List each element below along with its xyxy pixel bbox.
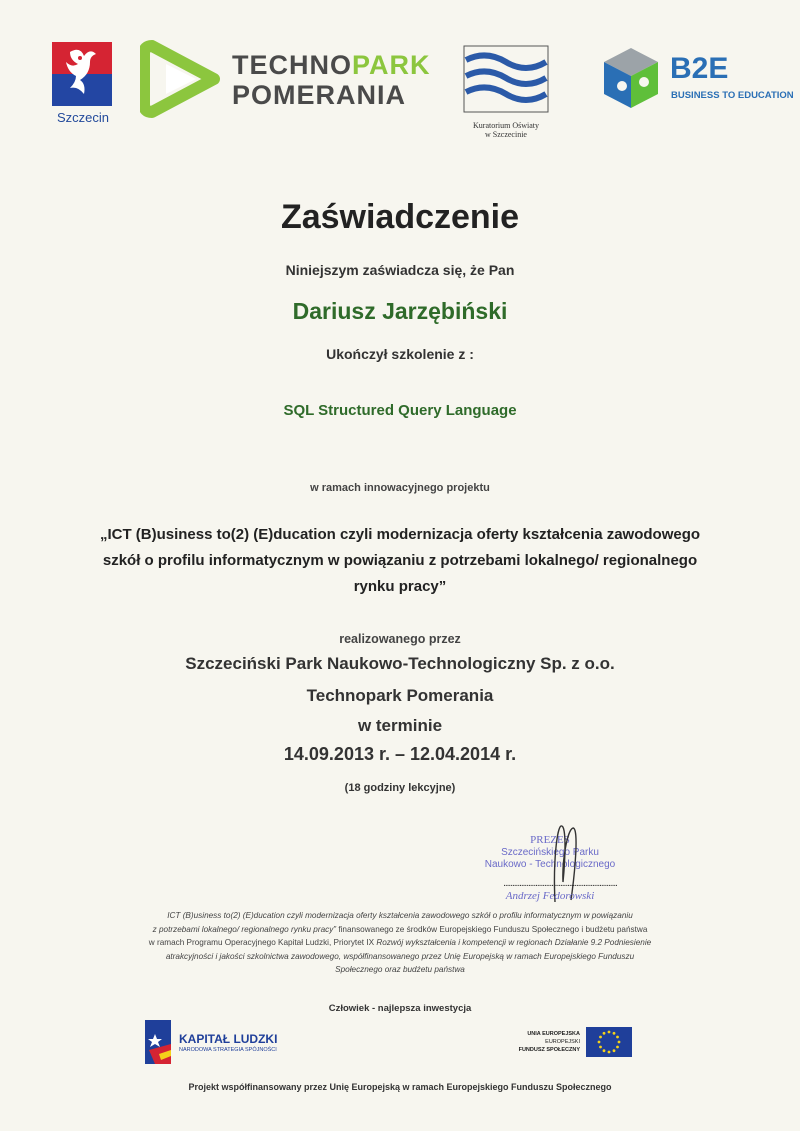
recipient-name: Dariusz Jarzębiński bbox=[292, 298, 508, 324]
kuratorium-logo bbox=[462, 44, 550, 149]
signatory-name: Andrzej Fedorowski bbox=[505, 890, 595, 902]
org-line2: Technopark Pomerania bbox=[306, 686, 494, 705]
eu-text bbox=[490, 1030, 580, 1054]
b2e-logo bbox=[600, 46, 800, 116]
eu-flag-icon bbox=[586, 1027, 632, 1057]
kapital-ludzki-title: KAPITAŁ LUDZKI bbox=[179, 1032, 278, 1046]
intro-text: Niniejszym zaświadcza się, że Pan bbox=[285, 262, 515, 278]
eu-text-line3: FUNDUSZ SPOŁECZNY bbox=[518, 1047, 580, 1053]
technopark-word-park: PARK bbox=[352, 50, 431, 80]
kapital-ludzki-subtitle: NARODOWA STRATEGIA SPÓJNOŚCI bbox=[179, 1047, 277, 1053]
realized-by: realizowanego przez bbox=[339, 632, 461, 646]
szczecin-caption: Szczecin bbox=[56, 110, 110, 125]
footnote-line1: ICT (B)usiness to(2) (E)ducation czyli modernizacja oferty kształcenia zawodowego szkół o profilu informatycznym w powiązaniu bbox=[167, 911, 633, 920]
course-name: SQL Structured Query Language bbox=[283, 402, 517, 419]
certificate-title: Zaświadczenie bbox=[280, 198, 520, 236]
org-line1: Szczeciński Park Naukowo-Technologiczny Sp. z o.o. bbox=[185, 654, 615, 673]
slogan: Człowiek - najlepsza inwestycja bbox=[328, 1003, 472, 1014]
kuratorium-caption-line1: Kuratorium Oświaty bbox=[473, 121, 539, 130]
szczecin-griffin-icon bbox=[52, 42, 112, 106]
completed-text: Ukończył szkolenie z : bbox=[326, 346, 474, 362]
project-title-line3: rynku pracy” bbox=[353, 578, 447, 595]
project-intro: w ramach innowacyjnego projektu bbox=[310, 482, 490, 494]
hours-text: (18 godziny lekcyjne) bbox=[344, 782, 456, 794]
footnote-line3: w ramach Programu Operacyjnego Kapitał Ludzki, Priorytet IX Rozwój wykształcenia i kompetencji w regionach Działanie 9.2 Podniesienie bbox=[148, 938, 652, 947]
cofinance-note: Projekt współfinansowany przez Unię Europejską w ramach Europejskiego Funduszu Społecznego bbox=[188, 1082, 612, 1092]
stamp-line2: Szczecińskiego Parku bbox=[501, 847, 599, 858]
eu-text-line2: EUROPEJSKI bbox=[545, 1039, 580, 1045]
kapital-ludzki-star-icon bbox=[145, 1020, 171, 1064]
b2e-cube-icon bbox=[600, 46, 662, 110]
footnote-line4: atrakcyjności i jakości szkolnictwa zawodowego, współfinansowanego przez Unię Europejską w ramach Europejskiego Funduszu bbox=[165, 951, 635, 961]
b2e-title: B2E bbox=[670, 52, 729, 85]
eu-text-line1: UNIA EUROPEJSKA bbox=[527, 1031, 580, 1037]
kapital-ludzki-logo bbox=[145, 1020, 315, 1065]
technopark-play-icon bbox=[140, 40, 226, 118]
kuratorium-book-icon bbox=[462, 44, 550, 114]
footnote-line2: z potrzebami lokalnego/ regionalnego rynku pracy” finansowanego ze środków Europejskiego Funduszu Społecznego i budżetu państwa bbox=[152, 924, 648, 934]
kuratorium-caption-line2: w Szczecinie bbox=[485, 130, 527, 139]
footnote-line5: Społecznego oraz budżetu państwa bbox=[335, 965, 465, 974]
technopark-word-pomerania: POMERANIA bbox=[232, 80, 407, 110]
stamp-line1: PREZES bbox=[530, 834, 570, 846]
signature-line: ................................................................ bbox=[503, 878, 617, 889]
project-title-line1: „ICT (B)usiness to(2) (E)ducation czyli modernizacja oferty kształcenia zawodowego bbox=[99, 526, 701, 543]
project-title-line2: szkół o profilu informatycznym w powiązaniu z potrzebami lokalnego/ regionalnego bbox=[102, 552, 698, 569]
stamp-line3: Naukowo - Technologicznego bbox=[484, 859, 616, 870]
technopark-word-techno: TECHNO bbox=[232, 50, 352, 80]
project-title bbox=[0, 522, 800, 600]
date-range: 14.09.2013 r. – 12.04.2014 r. bbox=[283, 744, 517, 764]
szczecin-logo bbox=[52, 42, 114, 132]
technopark-logo bbox=[140, 40, 440, 120]
term-label: w terminie bbox=[357, 716, 443, 735]
b2e-subtitle: BUSINESS TO EDUCATION bbox=[671, 90, 794, 101]
footnote bbox=[0, 909, 800, 977]
